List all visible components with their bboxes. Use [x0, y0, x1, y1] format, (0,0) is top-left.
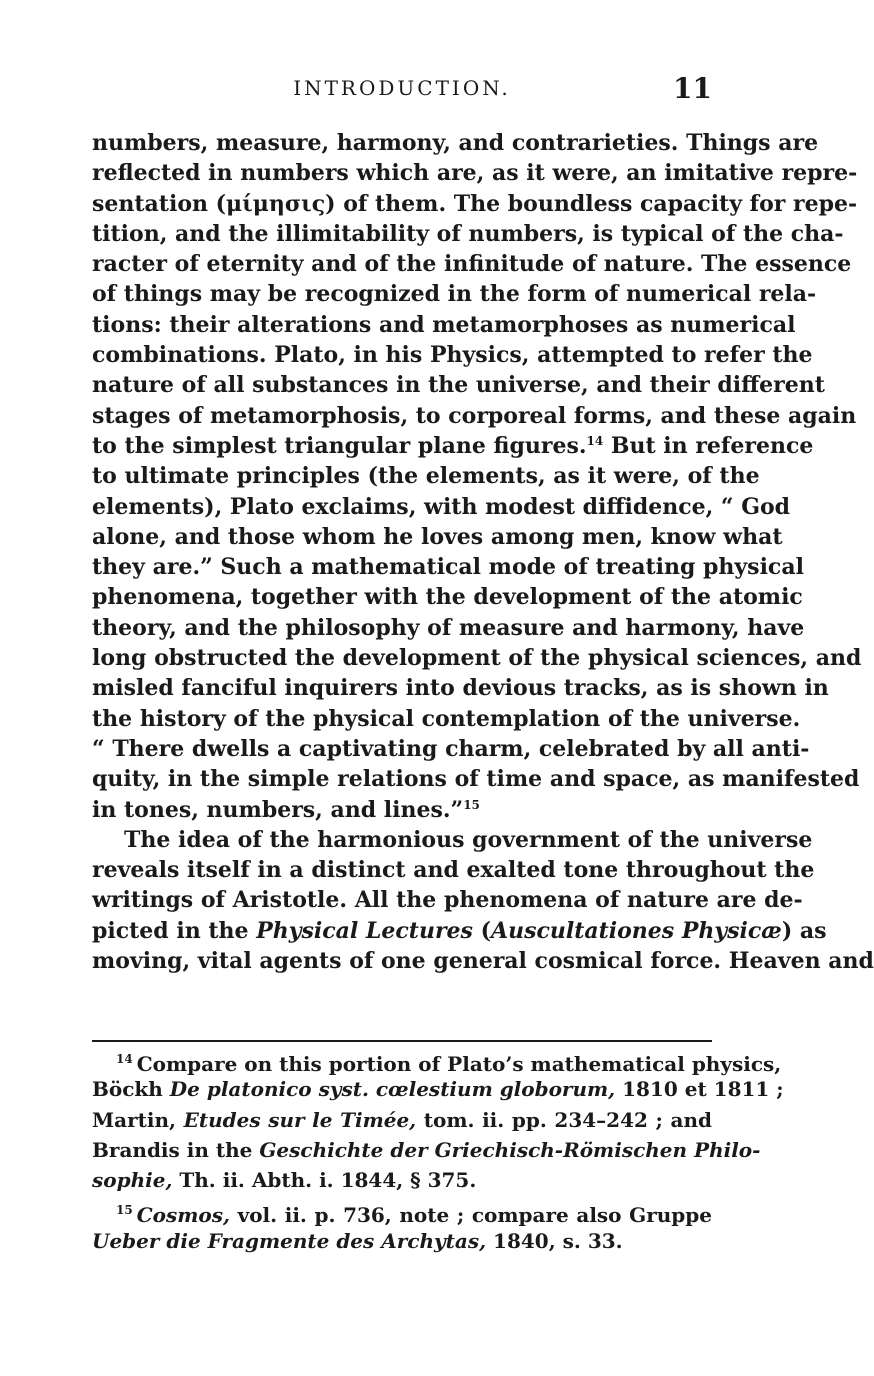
text-fragment: Böckh — [92, 1077, 170, 1102]
text-line: to ultimate principles (the elements, as it were, of the — [92, 463, 760, 490]
text-line: theory, and the philosophy of measure and harmony, have — [92, 614, 805, 641]
text-fragment: Th. ii. Abth. i. 1844, § 375. — [172, 1168, 477, 1193]
text-line: the history of the physical contemplation of the universe. — [92, 705, 801, 732]
text-fragment: in tones, numbers, and lines.” — [92, 796, 464, 823]
italic-title: Etudes sur le Timée, — [183, 1107, 417, 1132]
text-fragment: picted in the — [92, 917, 249, 944]
italic-title: Physical Lectures — [256, 917, 473, 944]
text-line: sentation (μίμησις) of them. The boundless capacity for repe- — [92, 190, 858, 217]
text-fragment: 1840, s. 33. — [486, 1228, 623, 1253]
text-line: of things may be recognized in the form of numerical rela- — [92, 281, 817, 308]
text-line: The idea of the harmonious government of the universe — [124, 826, 813, 853]
text-fragment: 1810 et 1811 ; — [615, 1077, 784, 1102]
italic-title: sophie, — [92, 1168, 173, 1193]
footnote-ref-15: 15 — [463, 797, 480, 812]
text-line: racter of eternity and of the infinitude of nature. The essence — [92, 251, 852, 278]
text-fragment: tom. ii. pp. 234–242 ; and — [416, 1107, 712, 1132]
running-title: INTRODUCTION. — [293, 76, 511, 100]
text-line: phenomena, together with the development of the atomic — [92, 584, 803, 611]
italic-title: Cosmos, — [136, 1203, 230, 1228]
text-line: elements), Plato exclaims, with modest diffidence, “ God — [92, 493, 791, 520]
text-fragment: Martin, — [92, 1107, 184, 1132]
footnote-15 — [92, 1197, 712, 1227]
body-text — [92, 128, 874, 976]
text-line: numbers, measure, harmony, and contrarieties. Things are — [92, 130, 819, 156]
footnotes — [92, 1046, 784, 1258]
running-head — [92, 72, 712, 108]
text-line: alone, and those whom he loves among men, know what — [92, 523, 783, 550]
text-line: misled fanciful inquirers into devious tracks, as is shown in — [92, 675, 829, 702]
text-fragment: vol. ii. p. 736, note ; compare also Gruppe — [229, 1203, 712, 1228]
footnote-line — [92, 1076, 784, 1106]
text-line: combinations. Plato, in his Physics, attempted to refer the — [92, 342, 813, 369]
footnote-line — [92, 1107, 712, 1137]
text-fragment: ( — [472, 917, 491, 944]
text-fragment: Brandis in the — [92, 1137, 260, 1162]
text-line: tions: their alterations and metamorphoses as numerical — [92, 311, 796, 338]
text-line: quity, in the simple relations of time and space, as manifested — [92, 766, 860, 793]
text-line: reveals itself in a distinct and exalted tone throughout the — [92, 857, 815, 884]
italic-title: De platonico syst. cœlestium globorum, — [169, 1077, 616, 1102]
footnote-number: 14 — [116, 1052, 133, 1066]
footnote-number: 15 — [116, 1203, 133, 1218]
text-line: nature of all substances in the universe, and their different — [92, 372, 825, 399]
italic-title: Geschichte der Griechisch-Römischen Philo- — [259, 1137, 761, 1162]
italic-title: Auscultationes Physicæ — [491, 917, 782, 944]
page-number: 11 — [673, 72, 712, 105]
text-line: “ There dwells a captivating charm, celebrated by all anti- — [92, 735, 810, 762]
text-line: moving, vital agents of one general cosmical force. Heaven and — [92, 948, 874, 975]
text-line: long obstructed the development of the physical sciences, and — [92, 645, 862, 672]
text-line: they are.” Such a mathematical mode of treating physical — [92, 554, 804, 581]
footnote-line — [92, 1228, 712, 1258]
text-fragment: ) as — [781, 917, 827, 944]
footnote-line — [92, 1137, 761, 1167]
text-line: tition, and the illimitability of numbers, is typical of the cha- — [92, 220, 844, 247]
footnote-rule — [92, 1040, 712, 1042]
text-line — [92, 795, 712, 825]
text-fragment: to the simplest triangular plane figures. — [92, 432, 587, 459]
text-fragment: But in reference — [603, 432, 814, 459]
text-line: stages of metamorphosis, to corporeal forms, and these again — [92, 402, 857, 429]
text-line — [92, 916, 827, 946]
text-line — [92, 431, 814, 461]
footnote-ref-14: 14 — [586, 433, 604, 448]
text-line: reflected in numbers which are, as it were, an imitative repre- — [92, 160, 858, 187]
text-fragment: Compare on this portion of Plato’s mathematical physics, — [136, 1052, 782, 1076]
italic-title: Ueber die Fragmente des Archytas, — [92, 1228, 487, 1253]
footnote-14 — [92, 1046, 782, 1076]
text-line: writings of Aristotle. All the phenomena of nature are de- — [92, 887, 803, 914]
footnote-line — [92, 1167, 712, 1197]
